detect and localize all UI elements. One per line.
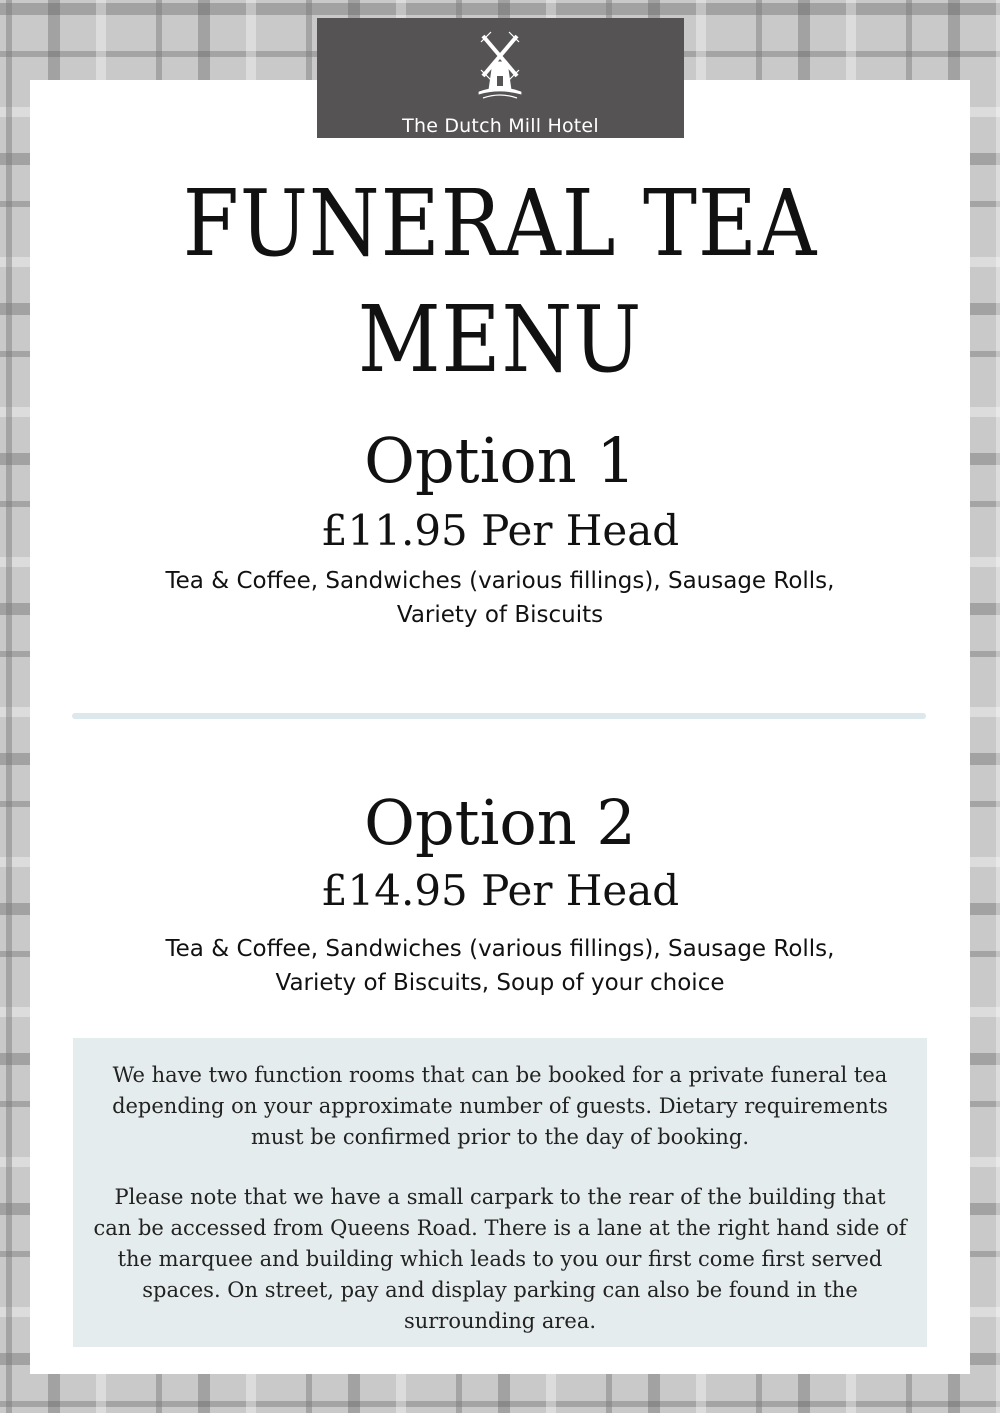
option-1-title: Option 1 [364,424,636,497]
option-2-title: Option 2 [364,786,636,859]
info-parking-paragraph: Please note that we have a small carpark to the rear of the building that can be accessed from Queens Road. There is a lane at the right hand side of the marquee and building which leads to you our first come first served spaces. On street, pay and display parking can also be found in the surrounding area. [93,1185,907,1333]
option-2-items-line2: Variety of Biscuits, Soup of your choice [275,970,725,996]
section-divider [72,713,926,719]
option-2-items [120,932,880,1000]
option-2-items-line1: Tea & Coffee, Sandwiches (various fillings), Sausage Rolls, [165,936,835,962]
windmill-icon [475,28,525,108]
option-1-items [120,564,880,632]
info-rooms-paragraph: We have two function rooms that can be booked for a private funeral tea depending on your approximate number of guests. Dietary requirements must be confirmed prior to the day of booking. [112,1063,888,1149]
hotel-logo [317,18,684,138]
option-2-price: £14.95 Per Head [320,866,680,915]
menu-title-line1: FUNERAL TEA [182,170,818,277]
option-1-items-line2: Variety of Biscuits [396,602,604,628]
option-1-price: £11.95 Per Head [320,506,680,555]
info-box [73,1038,927,1347]
hotel-name: The Dutch Mill Hotel [402,115,599,137]
option-1-items-line1: Tea & Coffee, Sandwiches (various fillings), Sausage Rolls, [165,568,835,594]
menu-title-line2: MENU [357,286,643,393]
